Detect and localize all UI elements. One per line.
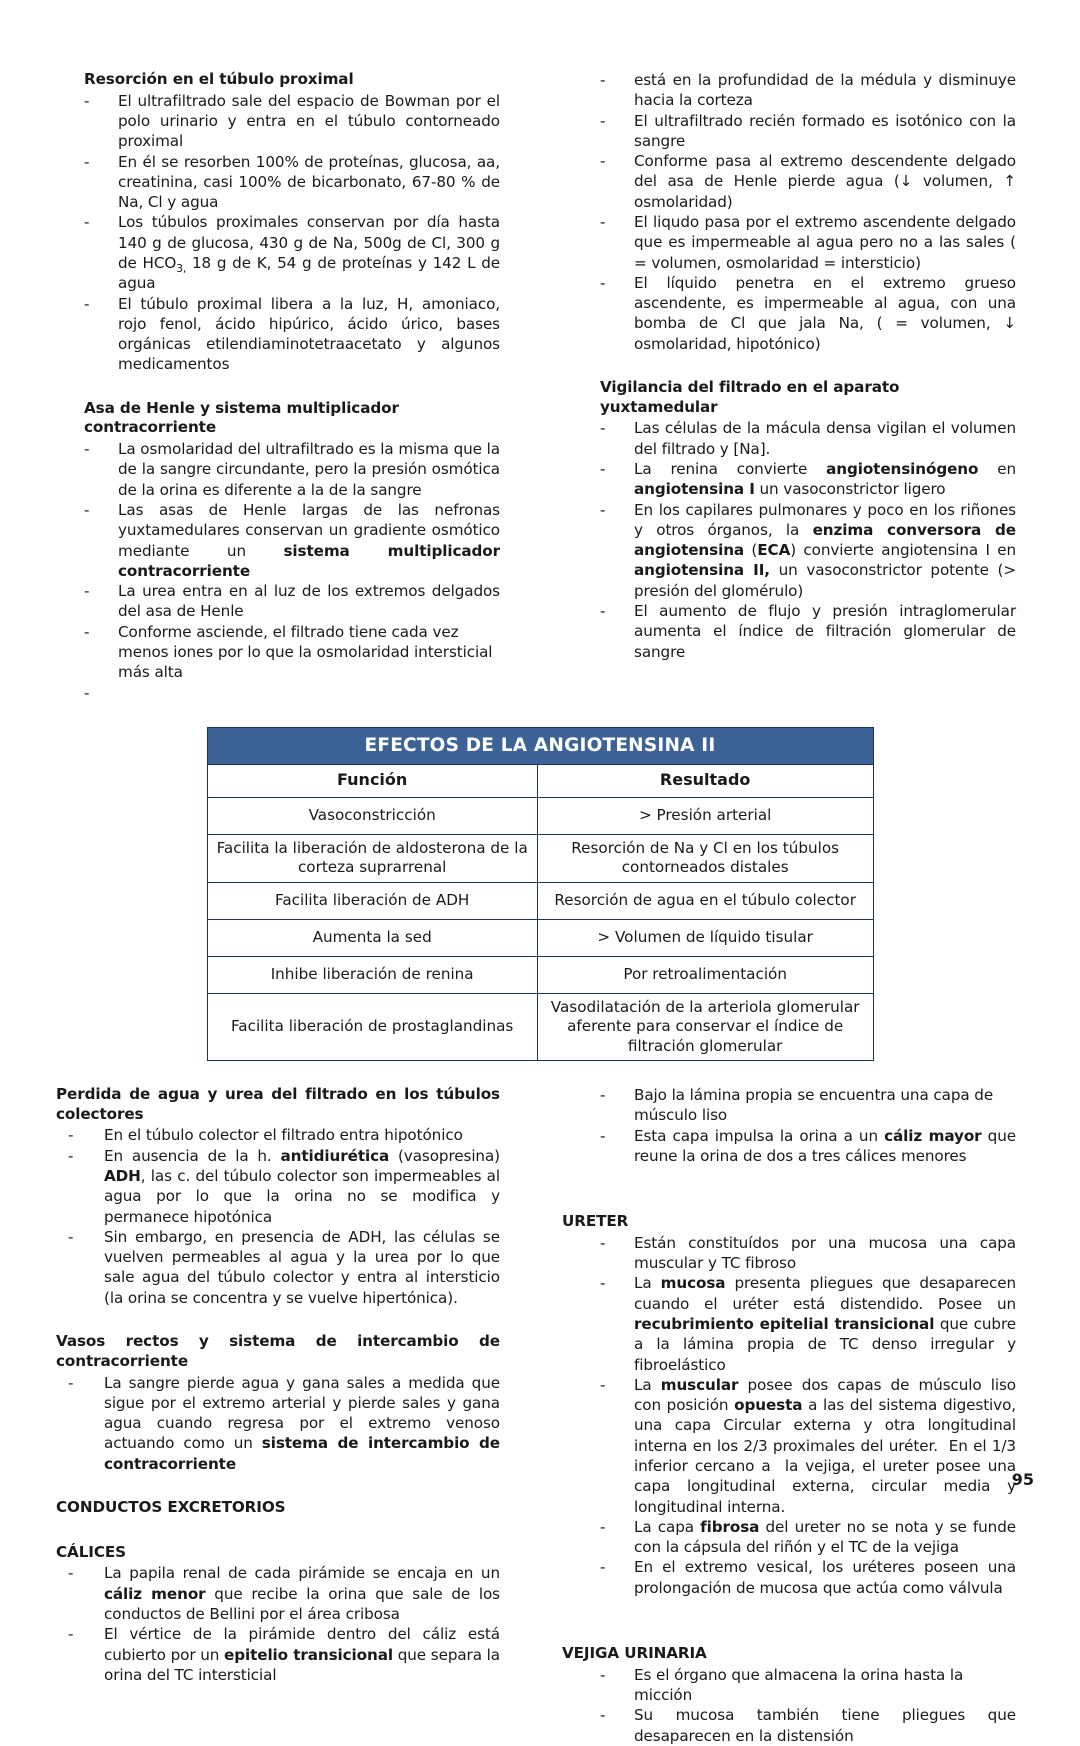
- left-column-top: [46, 70, 500, 703]
- bottom-columns: [46, 1085, 1034, 1746]
- list-vejiga-urinaria: [562, 1665, 1016, 1746]
- list-item: - La renina convierte angiotensinógeno en angiotensina I un vasoconstrictor ligero: [562, 459, 1016, 500]
- table-cell: > Volumen de líquido tisular: [537, 919, 873, 956]
- list-item: - El ultrafiltrado recién formado es isotónico con la sangre: [562, 111, 1016, 152]
- top-columns: [46, 70, 1034, 703]
- list-item: - La osmolaridad del ultrafiltrado es la misma que la de la sangre circundante, pero la presión osmótica de la orina es diferente a la de la sangre: [46, 439, 500, 500]
- table-cell: Vasodilatación de la arteriola glomerular aferente para conservar el índice de filtración glomerular: [537, 993, 873, 1060]
- heading-conductos-excretorios: CONDUCTOS EXCRETORIOS: [56, 1497, 286, 1516]
- table-row: [207, 919, 873, 956]
- list-item: - La urea entra en al luz de los extremos delgados del asa de Henle: [46, 581, 500, 622]
- table-cell: Facilita liberación de ADH: [207, 882, 537, 919]
- continuation-text: - está en la profundidad de la médula y disminuye hacia la corteza: [562, 70, 1016, 111]
- list-item: - Esta capa impulsa la orina a un cáliz mayor que reune la orina de dos a tres cálices menores: [562, 1126, 1016, 1167]
- list-item: - Es el órgano que almacena la orina hasta la micción: [562, 1665, 1016, 1706]
- list-asa-de-henle: [46, 439, 500, 702]
- list-calices: [46, 1563, 500, 1685]
- list-vasos-rectos: [46, 1373, 500, 1474]
- table-row: [207, 797, 873, 834]
- list-resorcion-tubulo-proximal: [46, 91, 500, 375]
- left-column-bottom: [46, 1085, 500, 1685]
- list-item: - Las asas de Henle largas de las nefronas yuxtamedulares conservan un gradiente osmótico mediante un sistema multiplicador contracorriente: [46, 500, 500, 581]
- list-item: - La mucosa presenta pliegues que desaparecen cuando el uréter está distendido. Posee un recubrimiento epitelial transicional que cubre a la lámina propia de TC denso irregular y fibroelástico: [562, 1273, 1016, 1374]
- list-item: - La sangre pierde agua y gana sales a medida que sigue por el extremo arterial y pierde sales y gana agua cuando regresa por el extremo venoso actuando como un sistema de intercambio de contracorriente: [46, 1373, 500, 1474]
- table-header-row: [207, 765, 873, 797]
- list-item: - La muscular posee dos capas de músculo liso con posición opuesta a las del sistema digestivo, una capa Circular externa y otra longitudinal interna en los 2/3 proximales del uréter. En el 1/3 inferior cercano a la vejiga, el ureter posee una capa longitudinal externa, circular media y longitudinal interna.: [562, 1375, 1016, 1517]
- list-item: - Los túbulos proximales conservan por día hasta 140 g de glucosa, 430 g de Na, 500g de Cl, 300 g de $HCO_{3,}$ 18 g de K, 54 g de proteínas y 142 L de agua: [46, 212, 500, 293]
- list-item: - El vértice de la pirámide dentro del cáliz está cubierto por un epitelio transicional que separa la orina del TC intersticial: [46, 1624, 500, 1685]
- list-item: - El ultrafiltrado sale del espacio de Bowman por el polo urinario y entra en el túbulo contorneado proximal: [46, 91, 500, 152]
- list-item: - La papila renal de cada pirámide se encaja en un cáliz menor que recibe la orina que sale de los conductos de Bellini por el área cribosa: [46, 1563, 500, 1624]
- list-item: - El líquido penetra en el extremo grueso ascendente, es impermeable al agua, con una bomba de Cl que jala Na, ( = volumen, ↓ osmolaridad, hipotónico): [562, 273, 1016, 354]
- heading-asa-de-henle: Asa de Henle y sistema multiplicador contracorriente: [84, 398, 399, 437]
- table-row: [207, 882, 873, 919]
- effects-table-wrapper: [207, 727, 874, 1061]
- heading-vejiga-urinaria: VEJIGA URINARIA: [562, 1643, 707, 1662]
- table-title: EFECTOS DE LA ANGIOTENSINA II: [207, 727, 873, 765]
- right-column-bottom: [562, 1085, 1016, 1746]
- list-item: - Están constituídos por una mucosa una capa muscular y TC fibroso: [562, 1233, 1016, 1274]
- list-item: - Sin embargo, en presencia de ADH, las células se vuelven permeables al agua y la urea por lo que sale agua del túbulo colector y entra al intersticio (la orina se concentra y se vuelve hipertónica).: [46, 1227, 500, 1308]
- list-calices-continuation: [562, 1085, 1016, 1166]
- list-item: - En el extremo vesical, los uréteres poseen una prolongación de mucosa que actúa como válvula: [562, 1557, 1016, 1598]
- heading-vasos-rectos: Vasos rectos y sistema de intercambio de contracorriente: [56, 1332, 500, 1370]
- list-item: - Las células de la mácula densa vigilan el volumen del filtrado y [Na].: [562, 418, 1016, 459]
- list-item: - El liqudo pasa por el extremo ascendente delgado que es impermeable al agua pero no a las sales ( = volumen, osmolaridad = intersticio): [562, 212, 1016, 273]
- list-vigilancia-filtrado: [562, 418, 1016, 661]
- table-cell: Resorción de agua en el túbulo colector: [537, 882, 873, 919]
- table-header-funcion: Función: [207, 765, 537, 797]
- table-cell: Resorción de Na y Cl en los túbulos contorneados distales: [537, 834, 873, 882]
- table-header-resultado: Resultado: [537, 765, 873, 797]
- list-item: - En él se resorben 100% de proteínas, glucosa, aa, creatinina, casi 100% de bicarbonato, 67-80 % de Na, Cl y agua: [46, 152, 500, 213]
- table-cell: Vasoconstricción: [207, 797, 537, 834]
- heading-calices: CÁLICES: [56, 1542, 126, 1561]
- table-cell: Aumenta la sed: [207, 919, 537, 956]
- page-number: 95: [1011, 1470, 1034, 1489]
- table-row: [207, 956, 873, 993]
- list-item-empty: [46, 683, 500, 703]
- list-ureter: [562, 1233, 1016, 1598]
- list-item: - En ausencia de la h. antidiurética (vasopresina) ADH, las c. del túbulo colector son impermeables al agua por lo que la orina no se modifica y permanece hipotónica: [46, 1146, 500, 1227]
- table-row: [207, 993, 873, 1060]
- right-column-top: [562, 70, 1016, 662]
- table-row: [207, 834, 873, 882]
- heading-ureter: URETER: [562, 1212, 629, 1231]
- list-item: - En los capilares pulmonares y poco en los riñones y otros órganos, la enzima conversora de angiotensina (ECA) convierte angiotensina I en angiotensina II, un vasoconstrictor potente (> presión del glomérulo): [562, 500, 1016, 601]
- list-item: - El aumento de flujo y presión intraglomerular aumenta el índice de filtración glomerular de sangre: [562, 601, 1016, 662]
- heading-resorcion-tubulo-proximal: Resorción en el túbulo proximal: [84, 70, 354, 88]
- list-filtrado-bullets: [562, 111, 1016, 354]
- table-cell: Facilita la liberación de aldosterona de la corteza suprarrenal: [207, 834, 537, 882]
- list-item: - El túbulo proximal libera a la luz, H, amoniaco, rojo fenol, ácido hipúrico, ácido úrico, bases orgánicas etilendiaminotetraacetato y algunos medicamentos: [46, 294, 500, 375]
- effects-table: [207, 727, 874, 1061]
- table-cell: Inhibe liberación de renina: [207, 956, 537, 993]
- list-item: - La capa fibrosa del ureter no se nota y se funde con la cápsula del riñón y el TC de la vejiga: [562, 1517, 1016, 1558]
- heading-perdida-agua-urea: Perdida de agua y urea del filtrado en los túbulos colectores: [56, 1084, 500, 1123]
- list-perdida-agua-urea: [46, 1125, 500, 1308]
- list-item: - Conforme asciende, el filtrado tiene cada vez menos iones por lo que la osmolaridad intersticial más alta: [46, 622, 500, 683]
- list-item: - Su mucosa también tiene pliegues que desaparecen en la distensión: [562, 1705, 1016, 1746]
- list-item: - Bajo la lámina propia se encuentra una capa de músculo liso: [562, 1085, 1016, 1126]
- heading-vigilancia-filtrado: Vigilancia del filtrado en el aparato yuxtamedular: [600, 377, 900, 416]
- list-item: - Conforme pasa al extremo descendente delgado del asa de Henle pierde agua (↓ volumen, ↑ osmolaridad): [562, 151, 1016, 212]
- list-item: - En el túbulo colector el filtrado entra hipotónico: [46, 1125, 500, 1145]
- table-cell: > Presión arterial: [537, 797, 873, 834]
- table-cell: Facilita liberación de prostaglandinas: [207, 993, 537, 1060]
- table-cell: Por retroalimentación: [537, 956, 873, 993]
- list-filtrado-continuation: [562, 70, 1016, 111]
- table-title-row: [207, 727, 873, 765]
